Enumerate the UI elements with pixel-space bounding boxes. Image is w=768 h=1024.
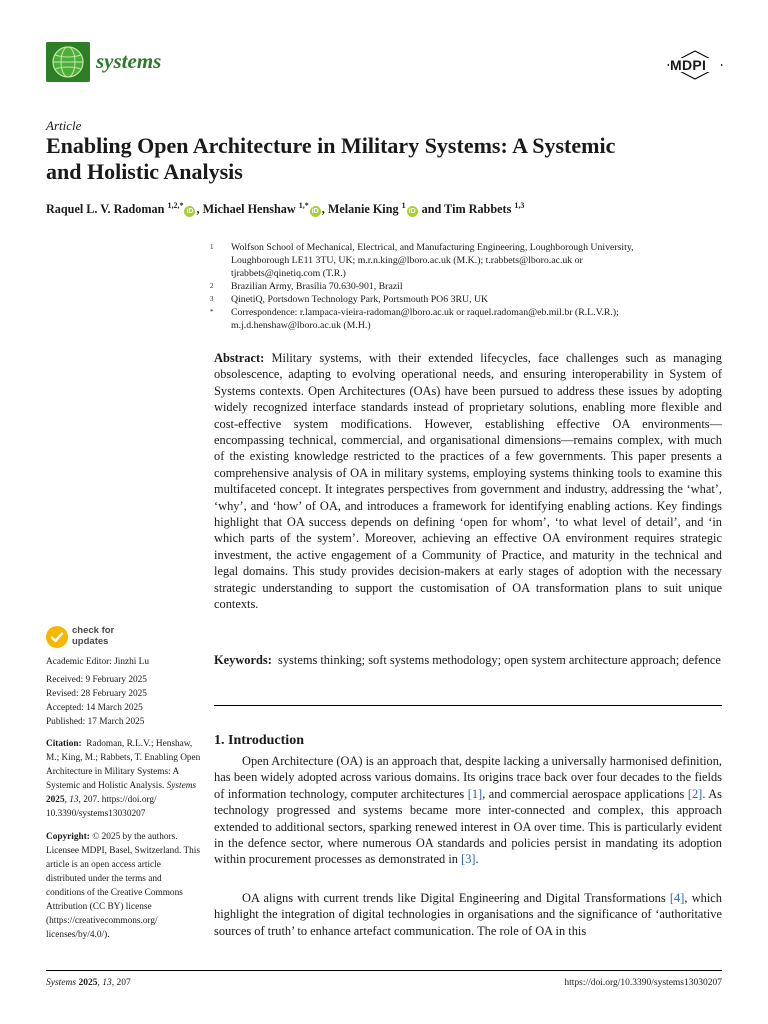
affiliation-mark: 3: [210, 295, 214, 303]
citation-year: 2025: [46, 795, 65, 805]
keywords-text: systems thinking; soft systems methodology; open system architecture approach; defence: [278, 653, 721, 667]
keywords: [214, 652, 722, 668]
affiliation-mark: 2: [210, 282, 214, 290]
author-name[interactable]: Michael Henshaw: [202, 202, 296, 217]
check-updates-line-1: check for: [72, 625, 115, 636]
author-affiliation-mark: 1: [401, 201, 406, 210]
citation-link[interactable]: [3]: [461, 852, 476, 867]
affiliation-mark: *: [210, 308, 214, 316]
paragraph-text: .: [475, 852, 479, 867]
affiliation-line: Brazilian Army, Brasília 70.630-901, Brazil: [231, 281, 403, 292]
correspondence-line: m.j.d.henshaw@lboro.ac.uk (M.H.): [231, 320, 371, 331]
author-affiliation-mark: 1,*: [298, 201, 309, 210]
citation: Citation: Radoman, R.L.V.; Henshaw, M.; King, M.; Rabbets, T. Enabling Open Architecture in Military Systems: A Systemic and Holistic Analysis. Systems 2025, 13, 207. https://doi.org/ 10.3390/systems13030207: [46, 739, 201, 819]
abstract-label: Abstract:: [214, 351, 265, 365]
academic-editor: Academic Editor: Jinzhi Lu: [46, 657, 150, 667]
paragraph-text: Open Architecture (OA) is an approach that, despite lacking a universally harmonised definition, has been widely adopted across various domains. Its origins trace back over four decades to the fields of information technology, computer architectures: [214, 754, 722, 801]
section-divider: [214, 705, 722, 706]
paragraph-text: . As technology progressed and systems became more inter-connected and complex, this approach extended to additional sectors, sparking renewed interest in OA over time. This is particularly evident in the defence sector, where numerous OA standards and policies persist in mandating its adoption within procurement processes as demonstrated in: [214, 786, 722, 867]
footer-divider: [46, 970, 722, 971]
citation-link[interactable]: [4]: [669, 891, 685, 905]
intro-paragraph-1: [214, 753, 722, 868]
author-name[interactable]: Tim Rabbets: [444, 202, 512, 217]
orcid-icon[interactable]: iD: [186, 208, 194, 216]
footer-year: 2025: [78, 978, 98, 988]
received-date: Received: 9 February 2025: [46, 675, 147, 685]
author-separator: and: [418, 202, 445, 217]
abstract: [214, 350, 722, 613]
footer-journal: Systems: [46, 978, 77, 988]
author-affiliation-mark: 1,2,*: [167, 201, 184, 210]
journal-logo: [46, 42, 90, 82]
article-title: [46, 133, 726, 185]
footer-page: , 207: [111, 978, 131, 988]
affiliation-line: Wolfson School of Mechanical, Electrical, and Manufacturing Engineering, Loughborough University,: [231, 242, 634, 253]
copyright: [46, 830, 202, 942]
globe-logo-icon: [46, 42, 90, 82]
title-line-2: and Holistic Analysis: [46, 159, 243, 184]
citation-doi[interactable]: , 207. https://doi.org/ 10.3390/systems13030207: [46, 795, 157, 819]
published-date: Published: 17 March 2025: [46, 717, 145, 727]
section-heading: 1. Introduction: [214, 733, 304, 748]
author-name[interactable]: Raquel L. V. Radoman: [46, 202, 165, 217]
revised-date: Revised: 28 February 2025: [46, 689, 147, 699]
orcid-icon[interactable]: iD: [408, 208, 416, 216]
check-updates-line-2: updates: [72, 636, 109, 647]
footer-doi-link[interactable]: https://doi.org/10.3390/systems13030207: [564, 978, 722, 988]
footer-volume: 13: [102, 978, 112, 988]
affiliation-mark: 1: [210, 243, 214, 251]
check-icon: [46, 626, 68, 648]
article-type: Article: [46, 118, 82, 133]
affiliation-line: Loughborough LE11 3TU, UK; m.r.n.king@lboro.ac.uk (M.K.); t.rabbets@lboro.ac.uk or: [231, 255, 583, 266]
correspondence-line: Correspondence: r.lampaca-vieira-radoman@lboro.ac.uk or raquel.radoman@eb.mil.br (R.L.V.R.);: [231, 307, 619, 318]
journal-name: systems: [96, 49, 162, 73]
affiliation-line: tjrabbets@qinetiq.com (T.R.): [231, 268, 346, 279]
abstract-text: Military systems, with their extended lifecycles, face challenges such as managing obsolescence, adapting to evolving operational needs, and ensuring interoperability in System of Systems contexts. Open Architectures (OAs) have been pursued to address these issues by adopting widely recognized interface standards instead of proprietary solutions, enabling more flexible and cost-effective system modifications. However, establishing effective OA environments—encompassing technical, commercial, and organisational dimensions—remains complex, with much of the existing knowledge restricted to the practices of a few governments. This paper presents a comprehensive analysis of OA in military systems, employing systems thinking tools to examine this multifaceted concept. It integrates perspectives from government and industry, addressing the ‘what’, ‘why’, and ‘how’ of OA, and introduces a framework for identifying enabling actions. Key findings highlight that OA success depends on defining ‘open for whom’, ‘to what level of detail’, and ‘in which parts of the system’. Moreover, achieving an effective OA environment requires strategic investment, the active engagement of a Community of Practice, and maturity in the technical and legal domains. This study provides decision-makers at early stages of adoption with the necessary strategic understanding to support the customisation of OA transformation plans to suit unique contexts.: [214, 351, 722, 612]
orcid-icon[interactable]: iD: [311, 208, 319, 216]
citation-link[interactable]: [2]: [687, 786, 703, 801]
dates: [46, 673, 204, 729]
copyright-label: Copyright:: [46, 832, 90, 842]
citation-label: Citation:: [46, 739, 82, 749]
citation-volume: 13: [69, 795, 79, 805]
publisher-name: MDPI: [670, 57, 707, 73]
paragraph-text: , which highlight the integration of digital technologies in organisations and the significance of ‘authoritative sources of truth’ to enhance artefact communication. The role of OA in this: [214, 891, 722, 938]
author-affiliation-mark: 1,3: [514, 201, 525, 210]
affiliation-line: QinetiQ, Portsdown Technology Park, Portsmouth PO6 3RU, UK: [231, 294, 489, 305]
footer-citation: Systems 2025, 13, 207: [46, 978, 131, 988]
author-name[interactable]: Melanie King: [327, 202, 399, 217]
author-separator: ,: [196, 202, 203, 217]
keywords-label: Keywords:: [214, 653, 272, 667]
copyright-text: © 2025 by the authors. Licensee MDPI, Basel, Switzerland. This article is an open access article distributed under the terms and conditions of the Creative Commons Attribution (CC BY) license (https://creativecommons.org/ licenses/by/4.0/).: [46, 832, 200, 940]
citation-journal: Systems: [166, 781, 197, 791]
citation-link[interactable]: [1]: [467, 786, 483, 801]
title-line-1: Enabling Open Architecture in Military Systems: A Systemic: [46, 133, 616, 158]
check-for-updates-button[interactable]: [46, 625, 166, 653]
author-separator: ,: [321, 202, 328, 217]
accepted-date: Accepted: 14 March 2025: [46, 703, 143, 713]
paragraph-text: OA aligns with current trends like Digital Engineering and Digital Transformations: [242, 891, 670, 905]
paragraph-text: , and commercial aerospace applications: [482, 786, 688, 801]
publisher-logo: [666, 50, 724, 85]
author-list: [46, 198, 746, 217]
citation-text: Radoman, R.L.V.; Henshaw, M.; King, M.; Rabbets, T. Enabling Open Architecture in Military Systems: A Systemic and Holistic Analysis.: [46, 739, 201, 791]
intro-paragraph-2: [214, 890, 722, 939]
